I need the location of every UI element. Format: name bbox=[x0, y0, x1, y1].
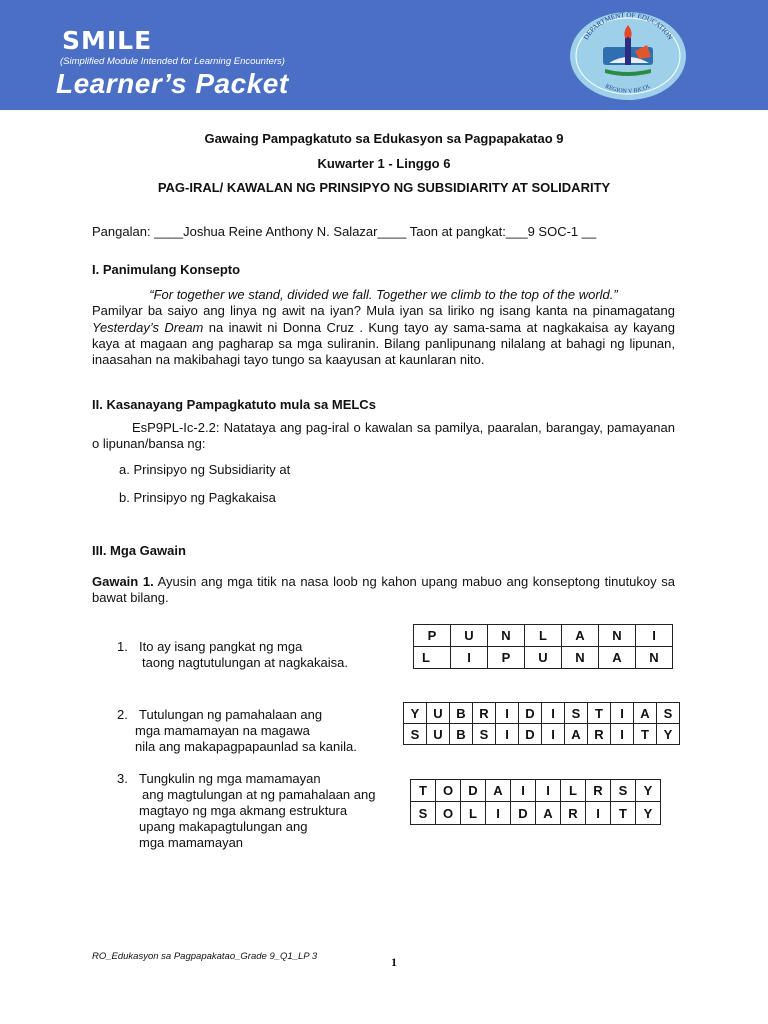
answer-letter-box: I bbox=[611, 724, 634, 745]
answer-letter-box: I bbox=[496, 724, 519, 745]
item-text-line: Tungkulin ng mga mamamayan bbox=[139, 771, 321, 786]
melc-item-b: b. Prinsipyo ng Pagkakaisa bbox=[119, 490, 276, 505]
answer-letter-box: R bbox=[561, 802, 586, 825]
subject-title: Gawaing Pampagkatuto sa Edukasyon sa Pagpapakatao 9 bbox=[204, 131, 564, 146]
answer-letter-box: S bbox=[404, 724, 427, 745]
letter-box: I bbox=[511, 780, 536, 802]
letter-box: N bbox=[599, 625, 636, 647]
answer-letter-box: Y bbox=[657, 724, 680, 745]
scrambled-row bbox=[411, 780, 661, 802]
answer-letter-box: U bbox=[427, 724, 450, 745]
letter-box: D bbox=[461, 780, 486, 802]
answer-row bbox=[414, 647, 673, 669]
page-number: 1 bbox=[391, 955, 397, 969]
deped-seal-logo bbox=[569, 11, 687, 101]
answer-letter-box: O bbox=[436, 802, 461, 825]
letter-box: U bbox=[451, 625, 488, 647]
melc-item-a: a. Prinsipyo ng Subsidiarity at bbox=[119, 462, 291, 477]
scrambled-row bbox=[414, 625, 673, 647]
letter-box: D bbox=[519, 703, 542, 724]
answer-letter-box: I bbox=[542, 724, 565, 745]
answer-letter-box: D bbox=[519, 724, 542, 745]
brand-title: SMILE bbox=[62, 26, 153, 55]
gawain-text: Ayusin ang mga titik na nasa loob ng kahon upang mabuo ang konseptong tinutukoy sa bawat bilang. bbox=[92, 574, 675, 606]
packet-title: Learner’s Packet bbox=[56, 68, 289, 99]
letter-box: L bbox=[561, 780, 586, 802]
answer-letter-box: P bbox=[488, 647, 525, 669]
letter-box: I bbox=[636, 625, 673, 647]
song-title: Yesterday’s Dream bbox=[92, 319, 204, 335]
letter-box: A bbox=[486, 780, 511, 802]
letter-box: I bbox=[542, 703, 565, 724]
answer-row bbox=[404, 724, 680, 745]
letter-box: I bbox=[536, 780, 561, 802]
answer-letter-box: A bbox=[536, 802, 561, 825]
answer-letter-box: B bbox=[450, 724, 473, 745]
answer-letter-box: A bbox=[565, 724, 588, 745]
gawain-label: Gawain 1. bbox=[92, 574, 154, 589]
item-number: 1. bbox=[117, 639, 128, 654]
answer-letter-box: R bbox=[588, 724, 611, 745]
letter-box: R bbox=[586, 780, 611, 802]
answer-letter-box: D bbox=[511, 802, 536, 825]
answer-letter-box: A bbox=[599, 647, 636, 669]
answer-letter-box: I bbox=[486, 802, 511, 825]
item-text-line: mga mamamayan bbox=[139, 835, 244, 850]
letter-box: A bbox=[634, 703, 657, 724]
letter-box: R bbox=[473, 703, 496, 724]
section1-heading: I. Panimulang Konsepto bbox=[92, 262, 241, 277]
section1-paragraph bbox=[92, 287, 675, 368]
header-banner bbox=[0, 0, 768, 110]
item-number: 2. bbox=[117, 707, 128, 722]
letter-grid-1 bbox=[413, 624, 673, 669]
seal-bottom-text: REGION V BICOL bbox=[603, 83, 653, 95]
letter-box: B bbox=[450, 703, 473, 724]
letter-box: S bbox=[611, 780, 636, 802]
letter-box: U bbox=[427, 703, 450, 724]
section3-heading: III. Mga Gawain bbox=[92, 543, 186, 558]
answer-letter-box: L bbox=[461, 802, 486, 825]
answer-letter-box: N bbox=[636, 647, 673, 669]
answer-letter-box: U bbox=[525, 647, 562, 669]
item-text-line: ang magtulungan at ng pamahalaan ang bbox=[142, 787, 376, 802]
section1-text-a: Pamilyar ba saiyo ang linya ng awit na iyan? Mula iyan sa liriko ng isang kanta na pinamagatang bbox=[92, 303, 675, 319]
letter-box: A bbox=[562, 625, 599, 647]
topic-title: PAG-IRAL/ KAWALAN NG PRINSIPYO NG SUBSIDIARITY AT SOLIDARITY bbox=[157, 180, 611, 195]
letter-box: P bbox=[414, 625, 451, 647]
answer-letter-box: I bbox=[451, 647, 488, 669]
answer-letter-box: S bbox=[411, 802, 436, 825]
item-text-line: mga mamamayan na magawa bbox=[135, 723, 310, 738]
section1-text-b: na inawit ni Donna Cruz . Kung tayo ay sama-sama at nagkakaisa ay kayang kaya at magaan ang pagharap sa mga suliranin. Bilang panlipunang nilalang at bahagi ng lipunan, inaasahan na makibahagi tayo tungo sa kaayusan at kaunlaran nito. bbox=[92, 319, 675, 368]
item-text-line: nila ang makapagpapaunlad sa kanila. bbox=[135, 739, 357, 754]
answer-letter-box: N bbox=[562, 647, 599, 669]
letter-box: S bbox=[565, 703, 588, 724]
letter-box: O bbox=[436, 780, 461, 802]
item-number: 3. bbox=[117, 771, 128, 786]
seal-top-text: DEPARTMENT OF EDUCATION bbox=[581, 11, 675, 42]
gawain-instructions bbox=[92, 574, 675, 607]
answer-letter-box: L bbox=[414, 647, 451, 669]
item-text-line: upang makapagtulungan ang bbox=[139, 819, 308, 834]
brand-subtitle: (Simplified Module Intended for Learning Encounters) bbox=[60, 56, 285, 67]
quarter-title: Kuwarter 1 - Linggo 6 bbox=[317, 156, 451, 171]
answer-letter-box: T bbox=[611, 802, 636, 825]
answer-letter-box: Y bbox=[636, 802, 661, 825]
answer-letter-box: S bbox=[473, 724, 496, 745]
letter-box: L bbox=[525, 625, 562, 647]
footer-code: RO_Edukasyon sa Pagpapakatao_Grade 9_Q1_LP 3 bbox=[92, 951, 318, 962]
melc-text: EsP9PL-Ic-2.2: Natataya ang pag-iral o kawalan sa pamilya, paaralan, barangay, pamayanan o lipunan/bansa ng: bbox=[92, 420, 675, 452]
song-quote: “For together we stand, divided we fall. Together we climb to the top of the world.” bbox=[149, 287, 618, 302]
section2-heading: II. Kasanayang Pampagkatuto mula sa MELCs bbox=[92, 397, 376, 412]
letter-grid-3 bbox=[410, 779, 661, 825]
letter-box: Y bbox=[404, 703, 427, 724]
answer-row bbox=[411, 802, 661, 825]
letter-box: N bbox=[488, 625, 525, 647]
answer-letter-box: T bbox=[634, 724, 657, 745]
letter-grid-2 bbox=[403, 702, 680, 745]
letter-box: I bbox=[496, 703, 519, 724]
item-text-line: taong nagtutulungan at nagkakaisa. bbox=[142, 655, 349, 670]
item-text-line: magtayo ng mga akmang estruktura bbox=[139, 803, 348, 818]
letter-box: I bbox=[611, 703, 634, 724]
student-line: Pangalan: ____Joshua Reine Anthony N. Salazar____ Taon at pangkat:___9 SOC-1 __ bbox=[92, 224, 597, 239]
letter-box: T bbox=[411, 780, 436, 802]
letter-box: S bbox=[657, 703, 680, 724]
scrambled-row bbox=[404, 703, 680, 724]
item-text-line: Tutulungan ng pamahalaan ang bbox=[139, 707, 323, 722]
letter-box: Y bbox=[636, 780, 661, 802]
item-text-line: Ito ay isang pangkat ng mga bbox=[139, 639, 303, 654]
answer-letter-box: I bbox=[586, 802, 611, 825]
letter-box: T bbox=[588, 703, 611, 724]
